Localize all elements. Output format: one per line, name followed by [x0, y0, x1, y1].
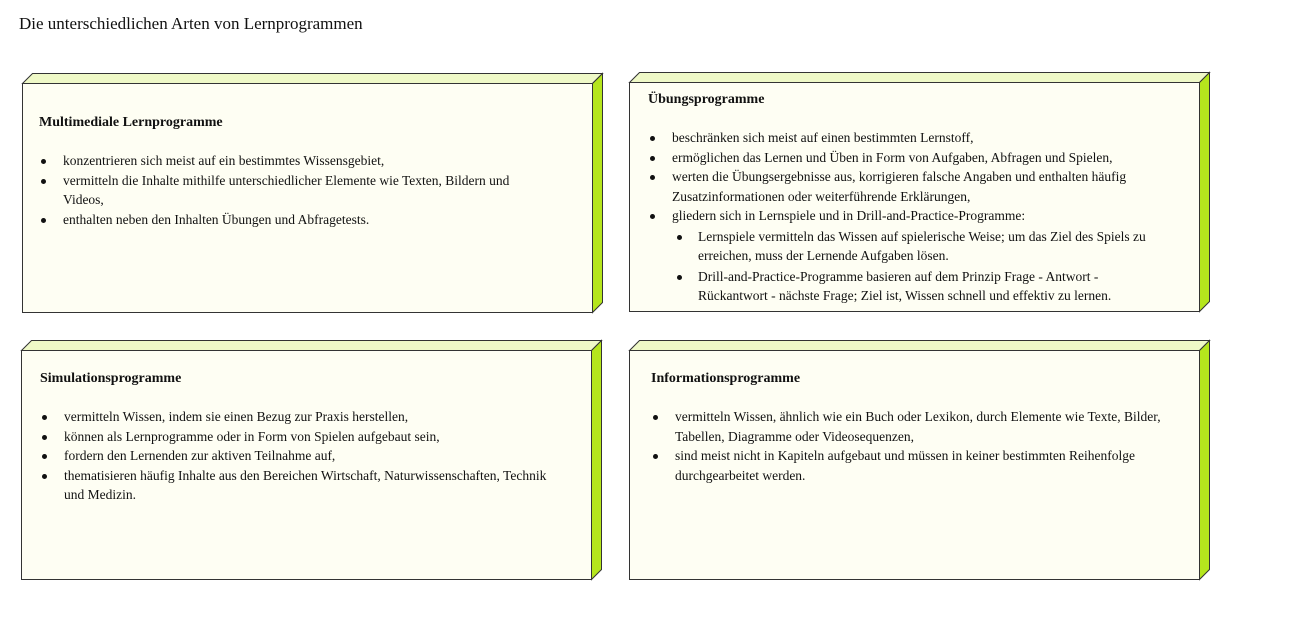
list-item: vermitteln Wissen, ähnlich wie ein Buch oder Lexikon, durch Elemente wie Texte, Bilder, Tabellen, Diagramme oder Videosequenzen,: [651, 407, 1169, 446]
list-item: sind meist nicht in Kapiteln aufgebaut und müssen in keiner bestimmten Reihenfolge durchgearbeitet werden.: [651, 446, 1169, 485]
sub-bullet-list: [672, 227, 1159, 306]
card-side-bevel: [1200, 341, 1210, 580]
list-item-text: gliedern sich in Lernspiele und in Drill-and-Practice-Programme:: [672, 208, 1026, 223]
list-item: beschränken sich meist auf einen bestimmten Lernstoff,: [648, 128, 1179, 148]
card-multimediale-lernprogramme: [22, 73, 602, 313]
list-item: thematisieren häufig Inhalte aus den Bereichen Wirtschaft, Naturwissenschaften, Technik und Medizin.: [40, 466, 551, 505]
card-side-bevel: [593, 74, 603, 313]
card-title: Multimediale Lernprogramme: [39, 115, 223, 130]
list-item: vermitteln Wissen, indem sie einen Bezug zur Praxis herstellen,: [40, 407, 551, 427]
card-side-bevel: [1200, 73, 1210, 312]
list-item: [648, 206, 1179, 306]
card-bullet-list: [648, 128, 1179, 306]
card-title: Informationsprogramme: [651, 371, 801, 386]
list-item: werten die Übungsergebnisse aus, korrigieren falsche Angaben und enthalten häufig Zusatzinformationen oder weiterführende Erklärungen,: [648, 167, 1179, 206]
list-item: konzentrieren sich meist auf ein bestimmtes Wissensgebiet,: [39, 151, 544, 171]
card-bullet-list: [651, 407, 1169, 485]
sub-list-item: Drill-and-Practice-Programme basieren auf dem Prinzip Frage - Antwort - Rückantwort - nächste Frage; Ziel ist, Wissen schnell und effektiv zu lernen.: [672, 267, 1159, 306]
card-bullet-list: [40, 407, 551, 505]
card-top-bevel: [630, 341, 1210, 351]
list-item: können als Lernprogramme oder in Form von Spielen aufgebaut sein,: [40, 427, 551, 447]
card-simulationsprogramme: [21, 340, 601, 580]
list-item: ermöglichen das Lernen und Üben in Form von Aufgaben, Abfragen und Spielen,: [648, 148, 1179, 168]
card-top-bevel: [22, 341, 602, 351]
card-title: Simulationsprogramme: [40, 371, 182, 386]
card-bullet-list: [39, 151, 544, 229]
list-item: fordern den Lernenden zur aktiven Teilnahme auf,: [40, 446, 551, 466]
card-uebungsprogramme: [629, 72, 1209, 312]
card-title: Übungsprogramme: [648, 92, 765, 107]
card-top-bevel: [23, 74, 603, 84]
page-title: Die unterschiedlichen Arten von Lernprogrammen: [19, 14, 363, 33]
card-top-bevel: [630, 73, 1210, 83]
list-item: enthalten neben den Inhalten Übungen und Abfragetests.: [39, 210, 544, 230]
card-side-bevel: [592, 341, 602, 580]
list-item: vermitteln die Inhalte mithilfe unterschiedlicher Elemente wie Texten, Bildern und Videos,: [39, 171, 544, 210]
card-informationsprogramme: [629, 340, 1209, 580]
sub-list-item: Lernspiele vermitteln das Wissen auf spielerische Weise; um das Ziel des Spiels zu erreichen, muss der Lernende Aufgaben lösen.: [672, 227, 1159, 266]
